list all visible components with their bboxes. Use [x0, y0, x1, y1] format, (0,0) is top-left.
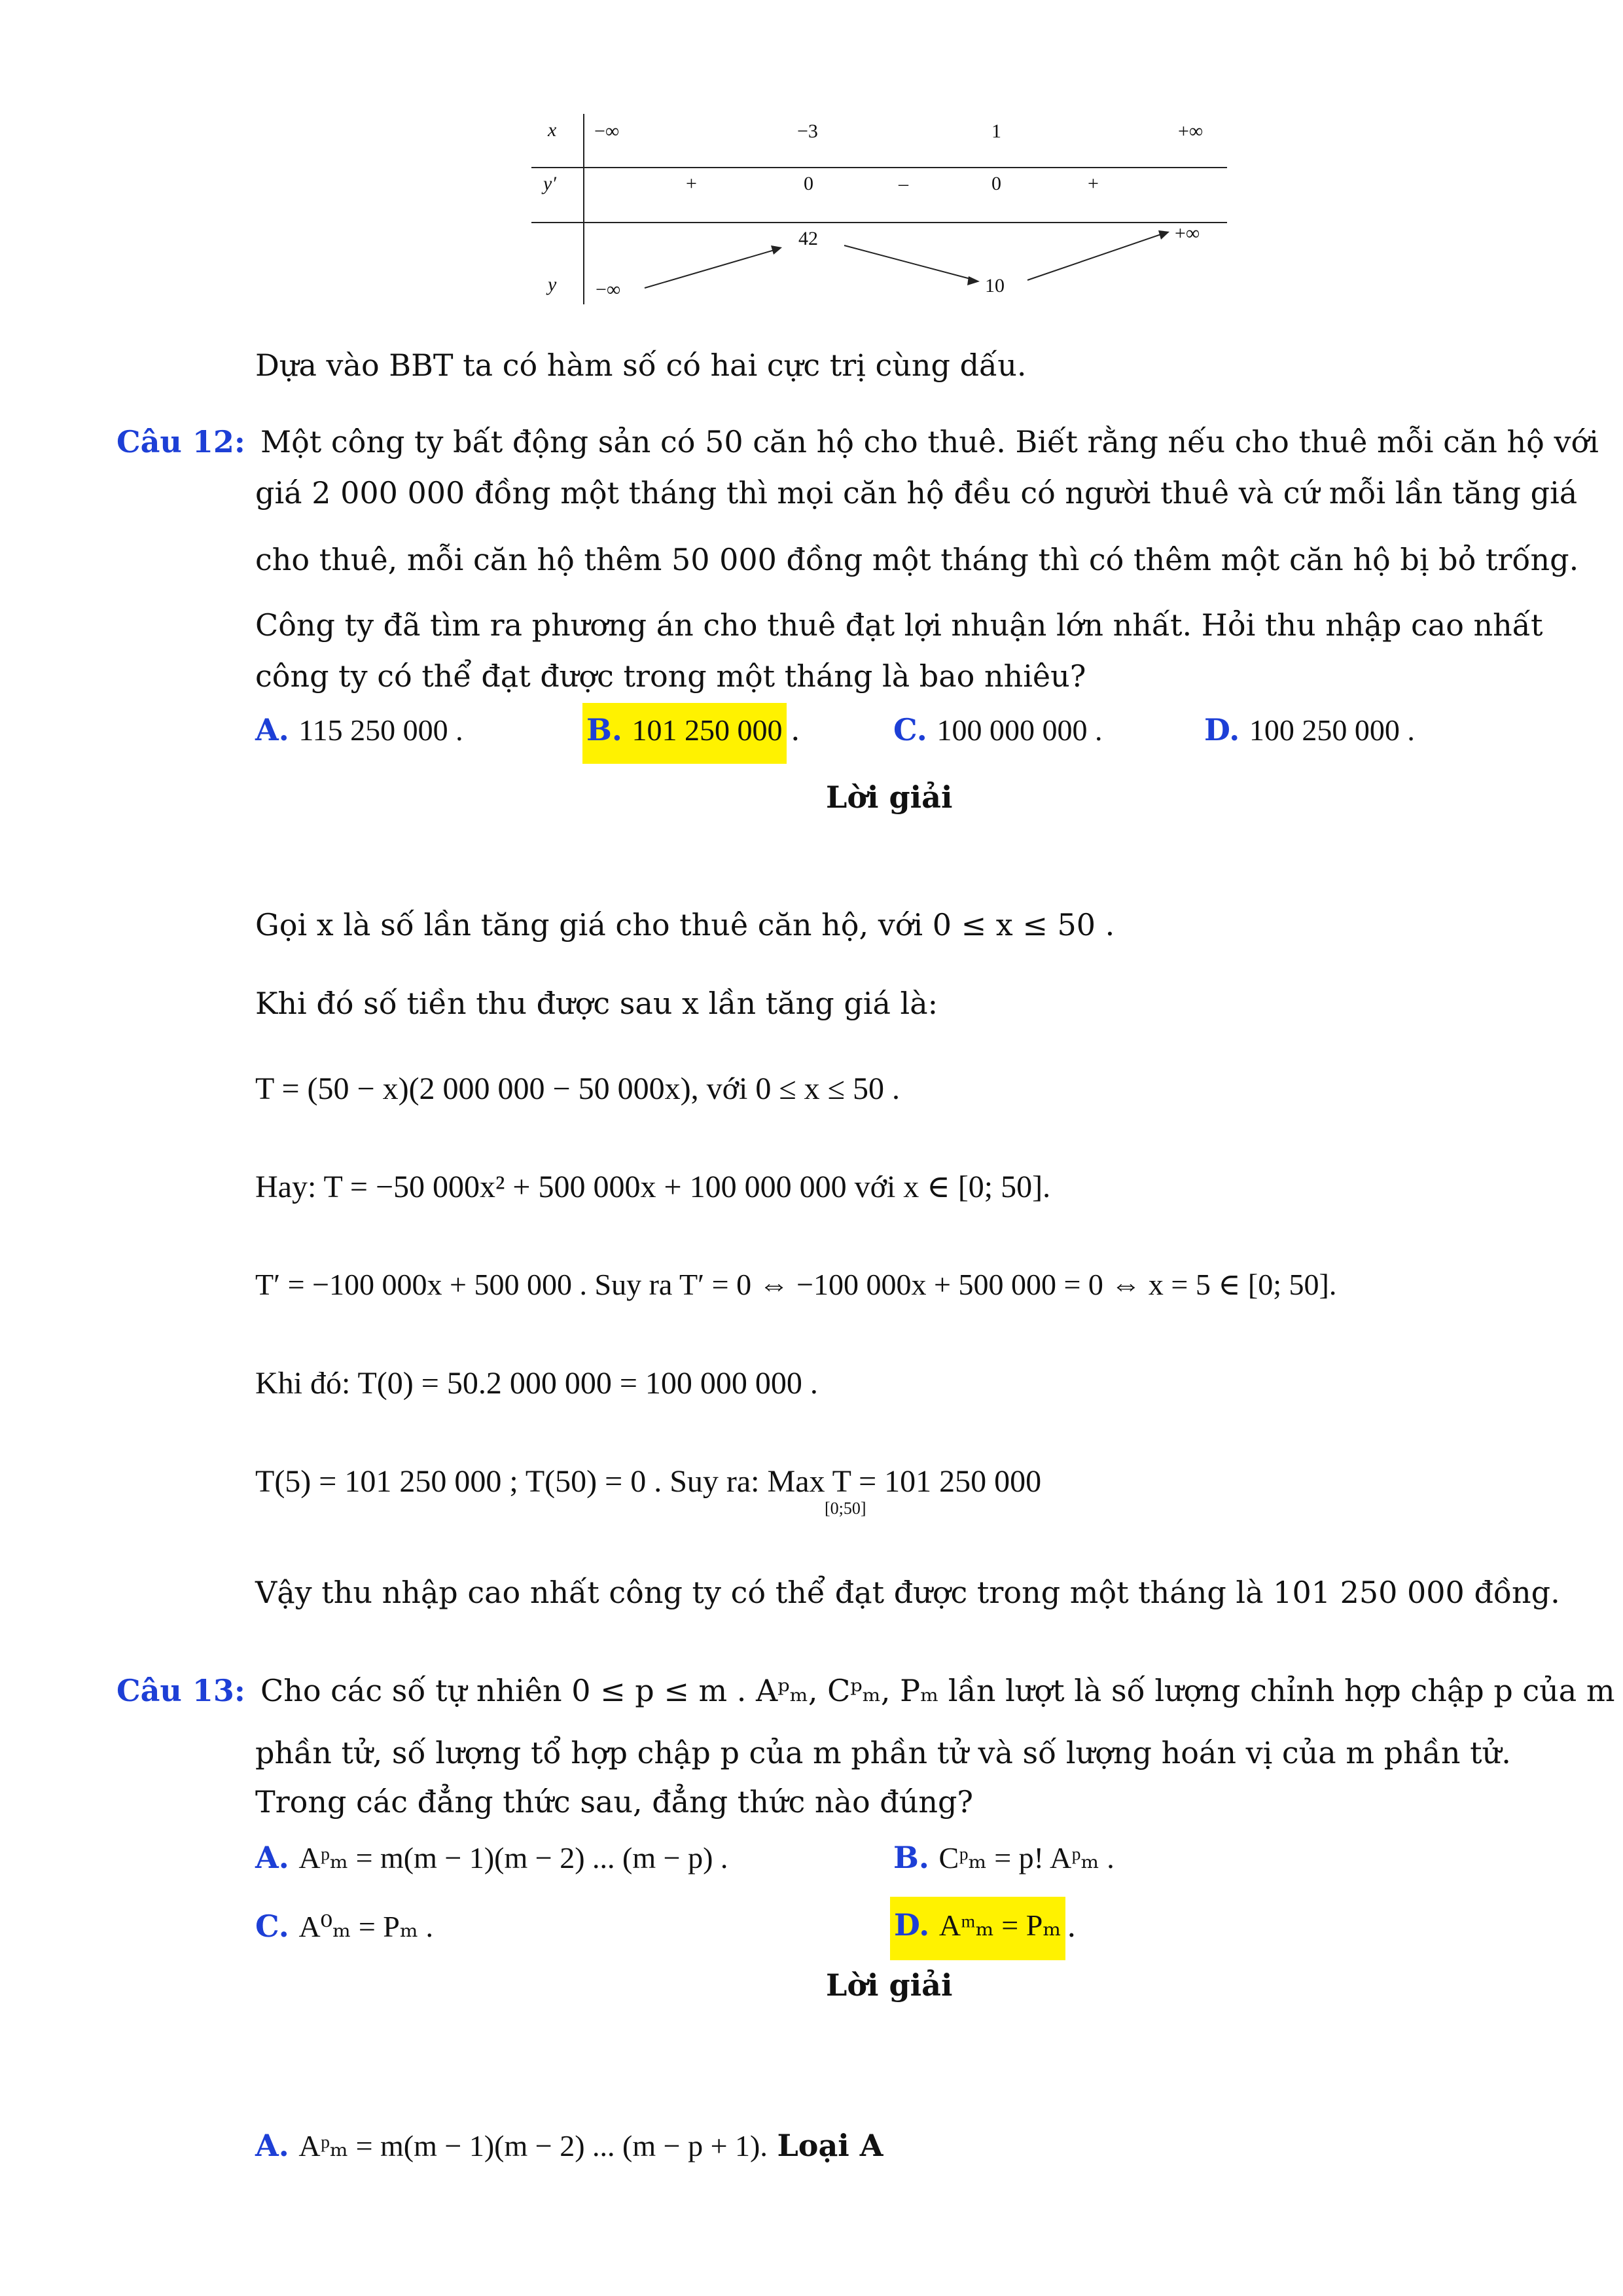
- q12-solution-3: T = (50 − x)(2 000 000 − 50 000x), với 0 ≤ x ≤ 50 .: [255, 1071, 901, 1106]
- q13-option-d-period: .: [1067, 1909, 1077, 1944]
- variation-table-lines: [524, 105, 1230, 314]
- q12-solution-title: Lời giải: [826, 780, 953, 815]
- q13-option-d-value: Aᵐₘ = Pₘ: [938, 1909, 1061, 1942]
- q13-line3: Trong các đẳng thức sau, đẳng thức nào đúng?: [255, 1784, 974, 1820]
- variation-table: [524, 105, 1230, 314]
- q12-solution-7-subscript: [0;50]: [825, 1499, 866, 1518]
- q13-option-a-value: Aᵖₘ = m(m − 1)(m − 2) ... (m − p) .: [298, 1841, 728, 1874]
- bbt-y-4: +∞: [1175, 223, 1200, 244]
- q13-solution-a-key: A.: [255, 2128, 289, 2163]
- q13-option-b-key: B.: [893, 1840, 929, 1875]
- q12-option-b-period: .: [791, 712, 800, 747]
- q13-option-c-key: C.: [255, 1909, 289, 1944]
- q12-option-a-key: A.: [255, 712, 289, 747]
- q12-option-d-key: D.: [1204, 712, 1240, 747]
- q13-option-b[interactable]: [893, 1842, 1115, 1873]
- q12-option-a[interactable]: [255, 712, 463, 747]
- bbt-x-1: −∞: [594, 120, 620, 142]
- q13-option-a-key: A.: [255, 1840, 289, 1875]
- bbt-x-2: −3: [797, 120, 818, 142]
- q13-solution-a-verdict: Loại A: [777, 2128, 883, 2163]
- q12-solution-6: Khi đó: T(0) = 50.2 000 000 = 100 000 000 .: [255, 1366, 818, 1401]
- q13-option-b-value: Cᵖₘ = p! Aᵖₘ .: [938, 1841, 1115, 1874]
- q13-option-c-value: A⁰ₘ = Pₘ .: [298, 1910, 434, 1943]
- q13-line2: phần tử, số lượng tổ hợp chập p của m phần tử và số lượng hoán vị của m phần tử.: [255, 1735, 1511, 1770]
- bbt-yp-4: 0: [991, 173, 1001, 194]
- q12-solution-1: Gọi x là số lần tăng giá cho thuê căn hộ, với 0 ≤ x ≤ 50 .: [255, 907, 1115, 942]
- q13-solution-title: Lời giải: [826, 1967, 953, 2003]
- q12-option-d[interactable]: [1204, 712, 1415, 747]
- q12-solution-4: Hay: T = −50 000x² + 500 000x + 100 000 000 với x ∈ [0; 50].: [255, 1170, 1051, 1204]
- q12-option-c-key: C.: [893, 712, 927, 747]
- bbt-x-3: 1: [991, 120, 1001, 142]
- q13-option-a[interactable]: [255, 1842, 728, 1873]
- bbt-x-4: +∞: [1178, 120, 1204, 142]
- q12-line1: Một công ty bất động sản có 50 căn hộ cho thuê. Biết rằng nếu cho thuê mỗi căn hộ với: [260, 424, 1599, 459]
- q12-line2: giá 2 000 000 đồng một tháng thì mọi căn hộ đều có người thuê và cứ mỗi lần tăng giá: [255, 475, 1578, 511]
- q12-line3: cho thuê, mỗi căn hộ thêm 50 000 đồng một tháng thì có thêm một căn hộ bị bỏ trống.: [255, 542, 1579, 577]
- bbt-y-3: 10: [985, 275, 1005, 296]
- q13-label: Câu 13:: [116, 1673, 245, 1708]
- q12-option-b[interactable]: [582, 703, 787, 764]
- q12-solution-5: T′ = −100 000x + 500 000 . Suy ra T′ = 0 ⇔ −100 000x + 500 000 = 0 ⇔ x = 5 ∈ [0; 50].: [255, 1268, 1337, 1301]
- q12-solution-7: T(5) = 101 250 000 ; T(50) = 0 . Suy ra: Max T = 101 250 000: [255, 1464, 1042, 1499]
- bbt-row-yprime: y′: [543, 173, 556, 194]
- q12-label: Câu 12:: [116, 424, 245, 459]
- arrow-down: [844, 245, 975, 280]
- bbt-yp-1: +: [686, 173, 697, 194]
- q13-option-c[interactable]: [255, 1911, 433, 1942]
- bbt-y-1: −∞: [596, 279, 621, 300]
- q12-line5: công ty có thể đạt được trong một tháng là bao nhiêu?: [255, 658, 1086, 694]
- q12-solution-8: Vậy thu nhập cao nhất công ty có thể đạt được trong một tháng là 101 250 000 đồng.: [255, 1575, 1560, 1610]
- q13-option-d-key: D.: [894, 1907, 930, 1943]
- q13-option-d[interactable]: [890, 1897, 1065, 1960]
- arrow-up-2: [1027, 233, 1165, 280]
- q12-option-b-key: B.: [586, 712, 622, 747]
- q12-option-d-value: 100 250 000 .: [1249, 713, 1415, 747]
- bbt-y-2: 42: [798, 228, 818, 249]
- q12-option-c[interactable]: [893, 712, 1103, 747]
- q13-solution-a-value: Aᵖₘ = m(m − 1)(m − 2) ... (m − p + 1).: [298, 2129, 768, 2162]
- bbt-row-y: y: [548, 274, 557, 295]
- bbt-yp-3: –: [899, 173, 908, 194]
- q12-option-a-value: 115 250 000 .: [298, 713, 463, 747]
- bbt-row-x: x: [548, 119, 557, 141]
- q12-option-c-value: 100 000 000 .: [936, 713, 1103, 747]
- bbt-yp-5: +: [1088, 173, 1099, 194]
- q13-solution-a: [255, 2130, 883, 2161]
- q12-option-b-value: 101 250 000: [632, 713, 783, 747]
- arrow-up-1: [645, 249, 779, 288]
- q13-line1: Cho các số tự nhiên 0 ≤ p ≤ m . Aᵖₘ, Cᵖₘ, Pₘ lần lượt là số lượng chỉnh hợp chập p của m: [260, 1673, 1615, 1708]
- previous-conclusion: Dựa vào BBT ta có hàm số có hai cực trị cùng dấu.: [255, 348, 1027, 383]
- bbt-yp-2: 0: [804, 173, 813, 194]
- q12-solution-2: Khi đó số tiền thu được sau x lần tăng giá là:: [255, 986, 938, 1021]
- q12-line4: Công ty đã tìm ra phương án cho thuê đạt lợi nhuận lớn nhất. Hỏi thu nhập cao nhất: [255, 607, 1543, 643]
